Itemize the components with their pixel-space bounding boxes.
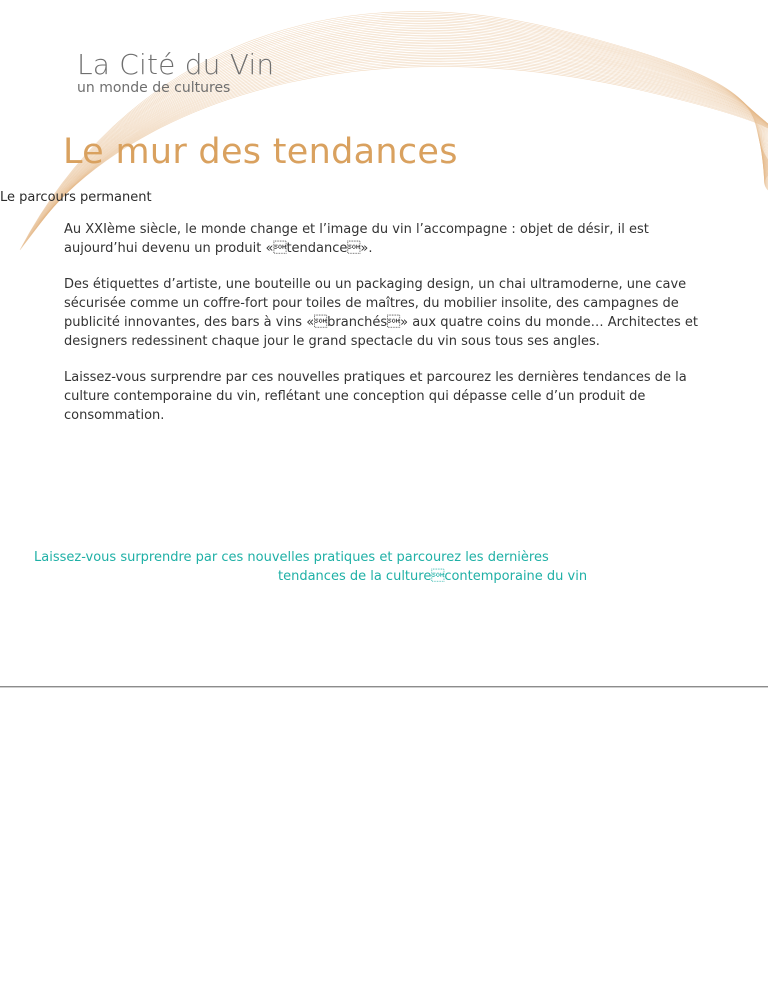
body-text [64,220,704,442]
pull-quote-line-2: tendances de la culturecontemporaine du vin [278,569,588,584]
divider [0,686,768,688]
brand-name: La Cité du Vin [77,48,275,81]
brand-tagline: un monde de cultures [77,80,231,96]
pull-quote-line-1: Laissez-vous surprendre par ces nouvelles pratiques et parcourez les dernières [34,550,549,565]
paragraph-3: Laissez-vous surprendre par ces nouvelles pratiques et parcourez les dernières tendances de la culture contemporaine du vin, reflétant une conception qui dépasse celle d’un produit de consommation. [64,370,687,423]
brand-logo [77,48,274,96]
page-title: Le mur des tendances [63,132,458,172]
paragraph-2: Des étiquettes d’artiste, une bouteille ou un packaging design, un chai ultramoderne, une cave sécurisée comme un coffre-fort pour toiles de maîtres, du mobilier insolite, des campagnes de publicité innovantes, des bars à vins «branchés» aux quatre coins du monde… Architectes et designers redessinent chaque jour le grand spectacle du vin sous tous ses angles. [64,277,698,349]
pull-quote [34,548,614,586]
section-label: Le parcours permanent [0,190,152,205]
paragraph-1: Au XXIème siècle, le monde change et l’image du vin l’accompagne : objet de désir, il est aujourd’hui devenu un produit «tendance». [64,222,649,256]
